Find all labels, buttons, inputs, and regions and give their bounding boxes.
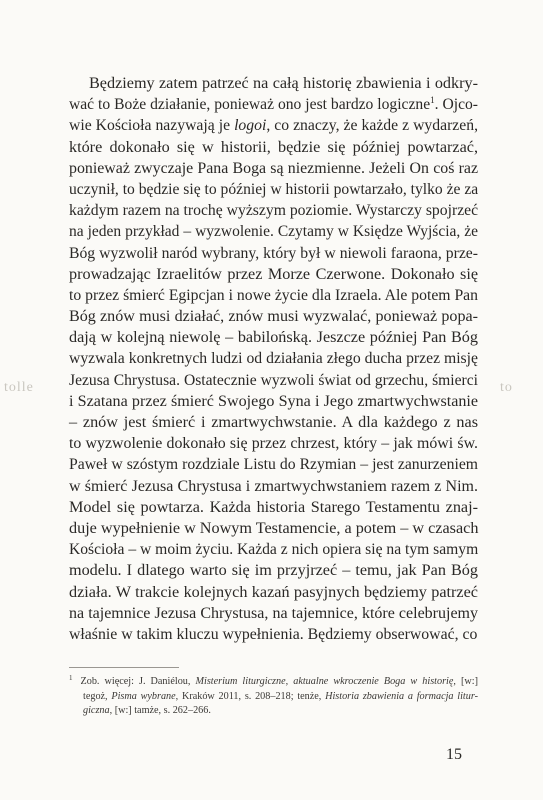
watermark-left: tolle [4,380,34,395]
footnote-ref: 1 [430,95,435,105]
body-line: Model się powtarza. Każda historia Starego Testamentu znaj- [69,497,478,516]
footnote-divider [69,667,179,668]
body-line: na jeden przykład – wyzwolenie. Czytamy w Księdze Wyjścia, że [69,223,478,241]
body-line: i Szatana przez śmierć Swojego Syna i Jego zmartwychwstanie [69,392,478,410]
body-line: Bóg znów musi działać, znów musi wyzwalać, ponieważ popa- [69,308,478,326]
body-line: to przez śmierć Egipcjan i nowe życie dla Izraela. Ale potem Pan [69,286,478,304]
body-line: Paweł w szóstym rozdziale Listu do Rzymian – jest zanurzeniem [69,456,478,474]
body-line: w śmierć Jezusa Chrystusa i zmartwychwstaniem razem z Nim. [69,477,478,495]
body-line: Bóg wyzwolił naród wybrany, który był w niewoli faraona, prze- [69,244,478,262]
body-line: modelu. I dlatego warto się im przyjrzeć – temu, jak Pan Bóg [69,561,478,580]
footnote [69,675,478,719]
body-text [69,73,478,645]
footnote-line: tegoż, Pisma wybrane, Kraków 2011, s. 208–218; tenże, Historia zbawienia a formacja litur- [83,690,478,702]
body-line: ponieważ zwyczaje Pana Boga są niezmienne. Jeżeli On coś raz [69,159,478,177]
body-line: prowadzając Izraelitów przez Morze Czerwone. Dokonało się [69,264,478,283]
body-line: Kościoła – w moim życiu. Każda z nich opiera się na tym samym [69,541,479,559]
body-line: każdym razem na trochę wyższym poziomie. Wystarczy spojrzeć [69,202,479,220]
body-line: na tajemnice Jezusa Chrystusa, na tajemnice, które celebrujemy [69,604,478,622]
body-line-logoi: wie Kościoła nazywają je logoi, co znaczy, że każde z wydarzeń, [69,117,478,135]
body-line: Będziemy zatem patrzeć na całą historię zbawienia i odkry- [89,74,478,92]
body-line-with-footnote: wać to Boże działanie, ponieważ ono jest bardzo logiczne$^1$. Ojco- [69,95,478,114]
body-line: wyzwala konkretnych ludzi od działania złego ducha przez misję [69,350,478,368]
footnote-line: $^1$ Zob. więcej: J. Daniélou, Misterium liturgiczne, aktualne wkroczenie Boga w historię, [w:] [69,673,478,687]
body-line: właśnie w takim kluczu wypełnienia. Będziemy obserwować, co [69,625,478,643]
body-line: – znów jest śmierć i zmartwychwstanie. A dla każdego z nas [69,413,478,431]
body-line: dają w kolejną niewolę – babilońską. Jeszcze później Pan Bóg [69,328,478,347]
body-line: działa. W trakcie kolejnych kazań pasyjnych będziemy patrzeć [69,582,478,601]
watermark-right: to [500,380,513,395]
body-line: Jezusa Chrystusa. Ostatecznie wyzwoli świat od grzechu, śmierci [69,371,478,389]
body-line: to wyzwolenie dokonało się przez chrzest, który – jak mówi św. [69,435,478,453]
body-line: uczynił, to będzie się to później w historii powtarzało, tylko że za [69,180,479,198]
footnote-line: giczna, [w:] tamże, s. 262–266. [83,705,211,716]
body-line: duje wypełnienie w Nowym Testamencie, a potem – w czasach [69,518,479,537]
body-line: które dokonało się w historii, będzie się później powtarzać, [69,137,478,156]
page-number: 15 [446,746,462,763]
footnote-mark: 1 [69,673,73,682]
